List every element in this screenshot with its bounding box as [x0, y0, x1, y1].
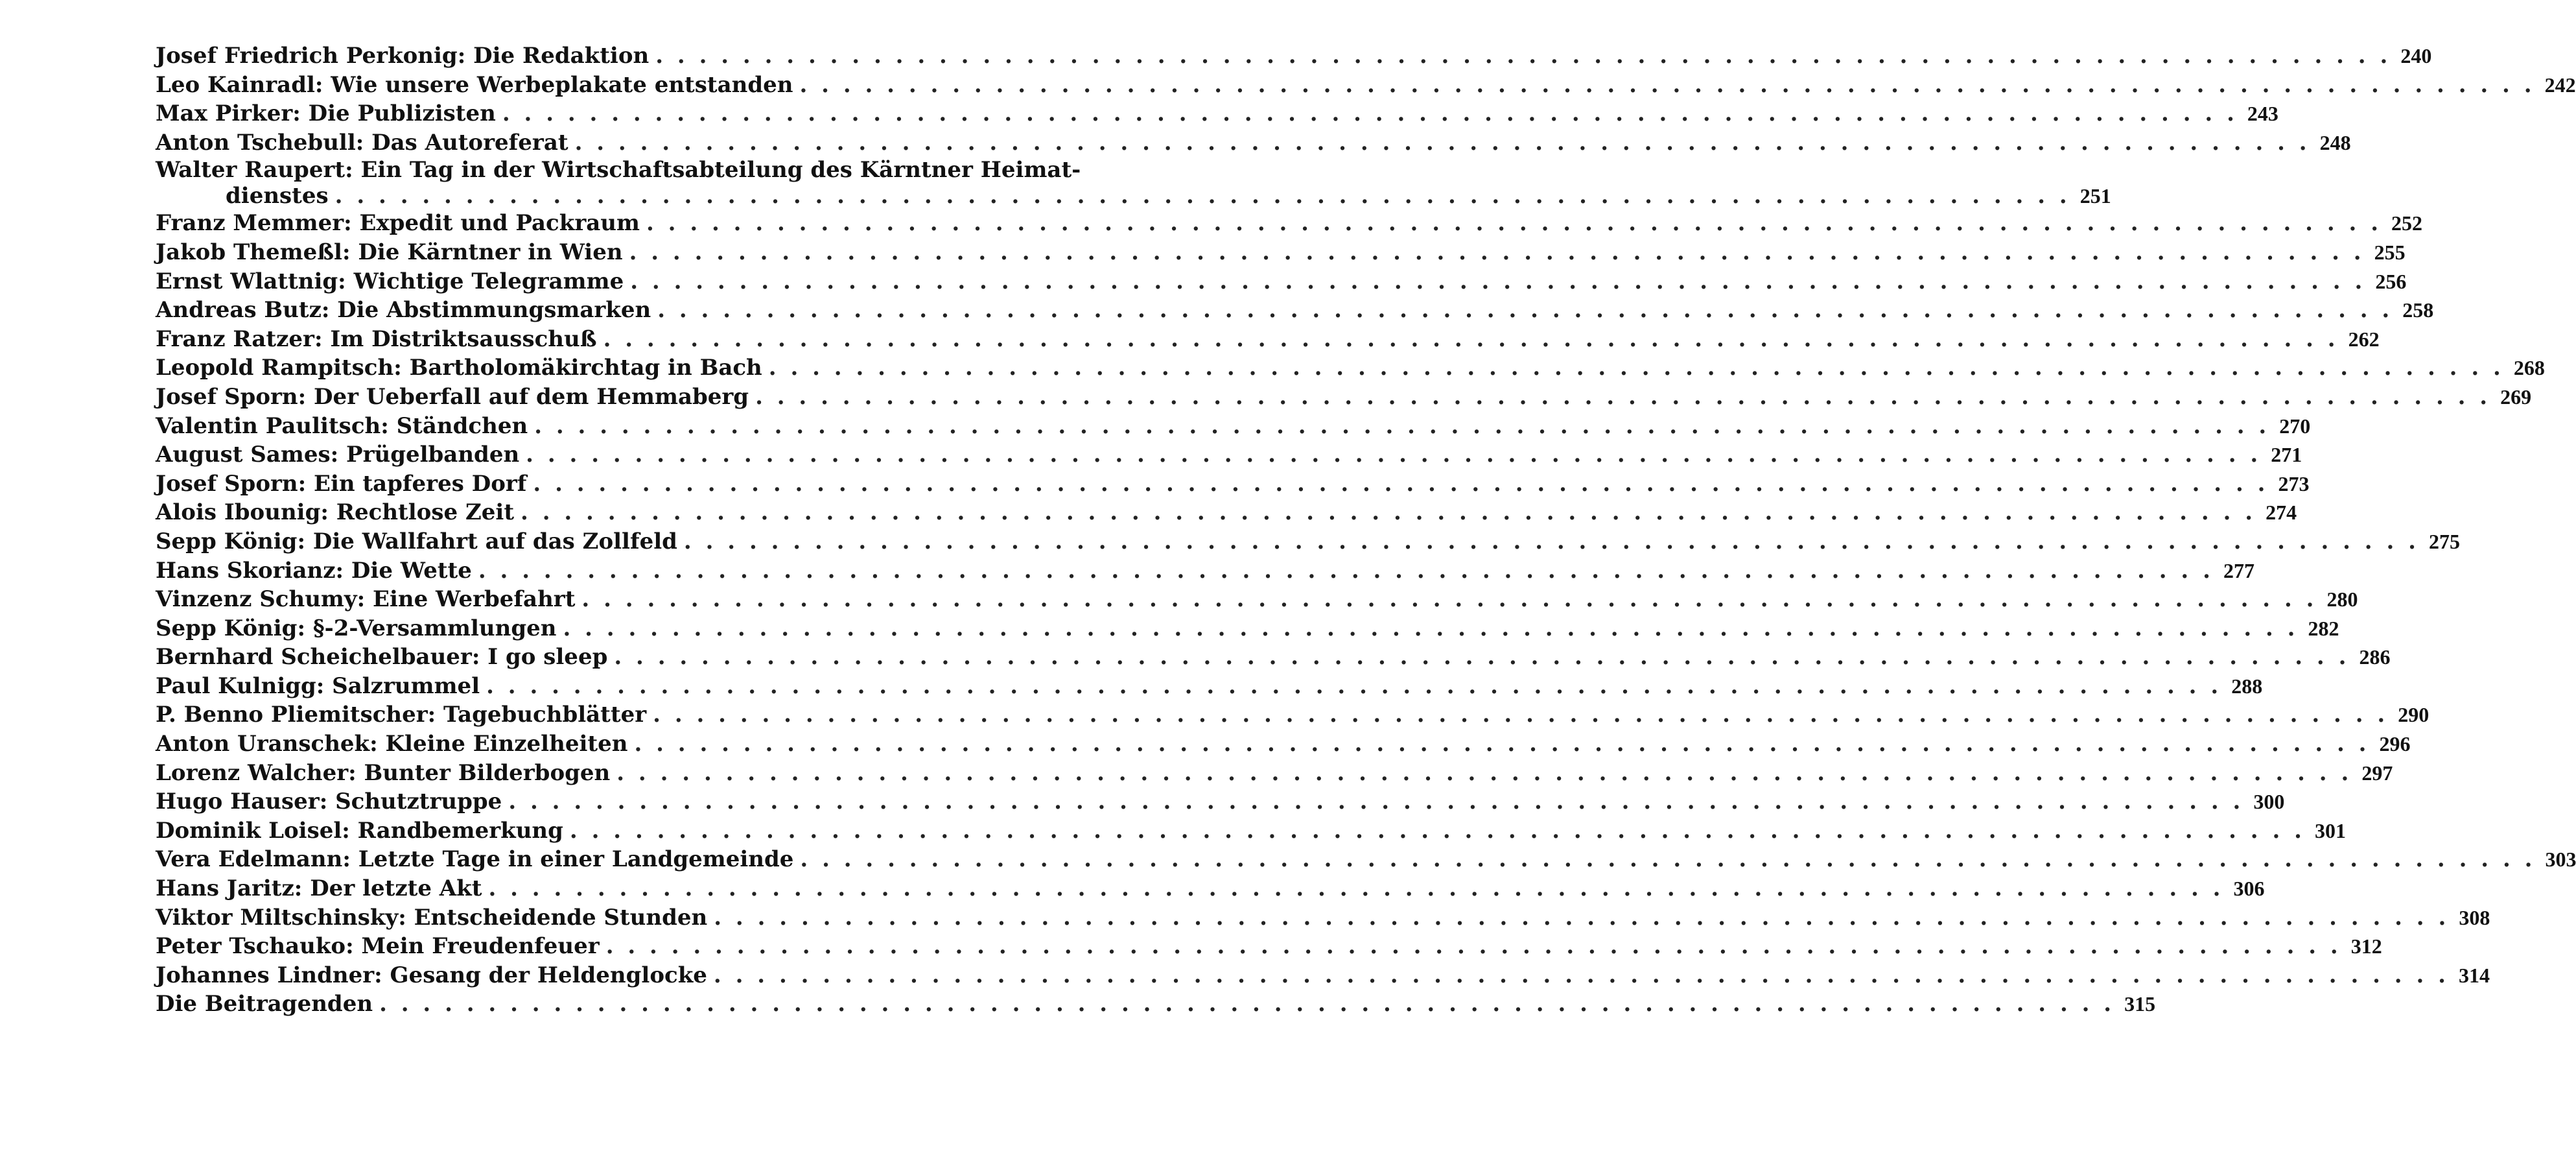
dot-leader	[646, 209, 2378, 238]
toc-page-number: 275	[2429, 529, 2460, 553]
toc-entry	[156, 990, 2156, 1019]
toc-entry-title: Peter Tschauko: Mein Freudenfeuer	[156, 933, 600, 960]
dot-leader	[799, 71, 2531, 100]
toc-entry	[156, 325, 2380, 354]
toc-entry	[156, 440, 2302, 470]
dot-leader	[769, 353, 2501, 383]
toc-entry	[156, 238, 2406, 267]
toc-entry	[156, 470, 2310, 499]
toc-entry-title: Lorenz Walcher: Bunter Bilderbogen	[156, 759, 611, 786]
dot-leader	[603, 325, 2336, 354]
toc-entry	[156, 99, 2278, 128]
dot-leader	[335, 183, 2067, 209]
toc-entry	[156, 527, 2460, 556]
toc-page-number: 251	[2079, 184, 2111, 208]
toc-entry-title: Vera Edelmann: Letzte Tage in einer Landgemeinde	[156, 846, 794, 873]
toc-entry-title: Hans Jaritz: Der letzte Akt	[156, 875, 482, 902]
toc-page-number: 273	[2278, 471, 2310, 495]
toc-entry	[156, 267, 2407, 296]
dot-leader	[534, 412, 2266, 441]
dot-leader	[655, 42, 2387, 71]
toc-page-number: 280	[2326, 588, 2358, 612]
toc-entry	[156, 412, 2311, 441]
dot-leader	[488, 874, 2220, 903]
toc-entry-title: Bernhard Scheichelbauer: I go sleep	[156, 644, 608, 671]
toc-entry	[156, 874, 2265, 903]
toc-page-number: 300	[2253, 790, 2285, 814]
dot-leader	[521, 498, 2253, 527]
toc-page-number: 242	[2544, 73, 2576, 97]
toc-entry-title: Anton Uranschek: Kleine Einzelheiten	[156, 731, 628, 757]
toc-page-number: 296	[2379, 732, 2411, 756]
dot-leader	[616, 759, 2348, 788]
toc-entry	[156, 787, 2285, 816]
toc-page-number: 269	[2500, 385, 2532, 409]
dot-leader	[581, 585, 2313, 614]
toc-page-number: 301	[2315, 818, 2346, 842]
toc-entry	[156, 209, 2423, 238]
toc-entry	[156, 383, 2532, 412]
toc-entry-title: Johannes Lindner: Gesang der Heldenglocke	[156, 962, 707, 988]
dot-leader	[634, 730, 2366, 759]
toc-entry	[156, 296, 2434, 325]
toc-entry	[156, 845, 2576, 874]
toc-entry-title: Valentin Paulitsch: Ständchen	[156, 412, 528, 439]
toc-page-number: 248	[2319, 130, 2351, 154]
dot-leader	[486, 672, 2218, 701]
dot-leader	[684, 527, 2416, 556]
toc-page-number: 312	[2350, 934, 2382, 958]
toc-entry	[156, 903, 2490, 933]
toc-entry	[156, 71, 2576, 100]
toc-entry-title: Sepp König: §-2-Versammlungen	[156, 615, 557, 641]
table-of-contents	[156, 42, 2576, 1019]
toc-entry-title: Sepp König: Die Wallfahrt auf das Zollfeld	[156, 528, 677, 554]
dot-leader	[502, 99, 2234, 128]
dot-leader	[653, 700, 2385, 730]
toc-entry-title: Hugo Hauser: Schutztruppe	[156, 789, 502, 815]
toc-entry	[156, 614, 2339, 643]
toc-entry-title: Alois Ibounig: Rechtlose Zeit	[156, 499, 515, 526]
dot-leader	[478, 556, 2210, 586]
toc-entry-title: Jakob Themeßl: Die Kärntner in Wien	[156, 239, 623, 265]
toc-page-number: 258	[2402, 298, 2434, 322]
dot-leader	[755, 383, 2487, 412]
toc-page-number: 252	[2391, 211, 2423, 235]
toc-page-number: 297	[2361, 761, 2393, 785]
toc-page-number: 268	[2513, 356, 2545, 380]
dot-leader	[714, 903, 2446, 933]
toc-entry	[156, 643, 2391, 672]
toc-page-number: 256	[2375, 269, 2407, 293]
toc-page-number: 303	[2545, 848, 2576, 872]
toc-entry-title: P. Benno Pliemitscher: Tagebuchblätter	[156, 702, 647, 728]
toc-entry-title: Ernst Wlattnig: Wichtige Telegramme	[156, 268, 624, 294]
toc-entry-title-continuation: dienstes	[226, 183, 329, 209]
toc-page-number: 290	[2398, 703, 2430, 727]
toc-page-number: 277	[2223, 558, 2254, 582]
toc-entry-title: Josef Sporn: Ein tapferes Dorf	[156, 470, 527, 497]
dot-leader	[800, 845, 2532, 874]
dot-leader	[570, 816, 2302, 846]
dot-leader	[526, 440, 2258, 470]
toc-page-number: 314	[2459, 963, 2490, 987]
toc-entry	[156, 730, 2411, 759]
toc-entry	[156, 700, 2430, 730]
toc-entry-title: Leo Kainradl: Wie unsere Werbeplakate entstanden	[156, 71, 793, 98]
toc-entry-title: Max Pirker: Die Publizisten	[156, 101, 496, 127]
toc-entry-title: Hans Skorianz: Die Wette	[156, 557, 472, 584]
toc-entry-title: Vinzenz Schumy: Eine Werbefahrt	[156, 586, 576, 613]
toc-entry-title: Paul Kulnigg: Salzrummel	[156, 672, 480, 699]
toc-page-number: 286	[2359, 645, 2391, 669]
toc-page-number: 288	[2231, 674, 2263, 698]
dot-leader	[630, 267, 2362, 296]
toc-entry	[156, 42, 2432, 71]
toc-entry-title: Josef Friedrich Perkonig: Die Redaktion	[156, 43, 650, 69]
toc-page-number: 262	[2348, 327, 2380, 351]
toc-entry-title: Leopold Rampitsch: Bartholomäkirchtag in Bach	[156, 355, 762, 381]
toc-page-number: 308	[2459, 905, 2490, 929]
dot-leader	[563, 614, 2295, 643]
toc-entry	[156, 556, 2254, 586]
toc-page-number: 270	[2279, 414, 2311, 438]
toc-entry	[156, 932, 2382, 961]
toc-entry-title: August Sames: Prügelbanden	[156, 442, 520, 468]
toc-page-number: 255	[2374, 240, 2406, 264]
toc-entry	[156, 585, 2358, 614]
dot-leader	[575, 128, 2307, 158]
toc-page-number: 306	[2233, 877, 2265, 901]
toc-entry	[156, 353, 2545, 383]
toc-entry-title: Dominik Loisel: Randbemerkung	[156, 817, 563, 844]
toc-page-number: 271	[2271, 443, 2302, 467]
toc-entry-title: Viktor Miltschinsky: Entscheidende Stunden	[156, 904, 708, 931]
dot-leader	[379, 990, 2111, 1019]
toc-entry-title: Anton Tschebull: Das Autoreferat	[156, 129, 568, 156]
toc-entry	[156, 157, 2111, 209]
toc-page-number: 282	[2308, 616, 2339, 640]
toc-entry-title: Franz Memmer: Expedit und Packraum	[156, 210, 640, 237]
dot-leader	[629, 238, 2361, 267]
dot-leader	[533, 470, 2265, 499]
toc-page-number: 243	[2247, 102, 2278, 126]
dot-leader	[508, 787, 2240, 816]
dot-leader	[614, 643, 2346, 672]
toc-entry	[156, 759, 2393, 788]
toc-page-number: 315	[2124, 992, 2156, 1016]
toc-entry	[156, 816, 2346, 846]
toc-entry	[156, 672, 2263, 701]
toc-entry-title: Josef Sporn: Der Ueberfall auf dem Hemmaberg	[156, 383, 749, 410]
toc-entry-continuation-line	[156, 183, 2111, 209]
toc-page-number: 240	[2400, 44, 2432, 67]
toc-entry-title: Die Beitragenden	[156, 991, 373, 1017]
dot-leader	[606, 932, 2338, 961]
toc-entry	[156, 498, 2297, 527]
toc-entry	[156, 961, 2490, 990]
toc-entry	[156, 128, 2351, 158]
toc-entry-title: Franz Ratzer: Im Distriktsausschuß	[156, 326, 597, 352]
dot-leader	[714, 961, 2446, 990]
toc-entry-title: Andreas Butz: Die Abstimmungsmarken	[156, 297, 651, 324]
toc-entry-title: Walter Raupert: Ein Tag in der Wirtschaftsabteilung des Kärntner Heimat-	[156, 157, 1081, 184]
dot-leader	[657, 296, 2389, 325]
toc-page-number: 274	[2266, 501, 2297, 525]
